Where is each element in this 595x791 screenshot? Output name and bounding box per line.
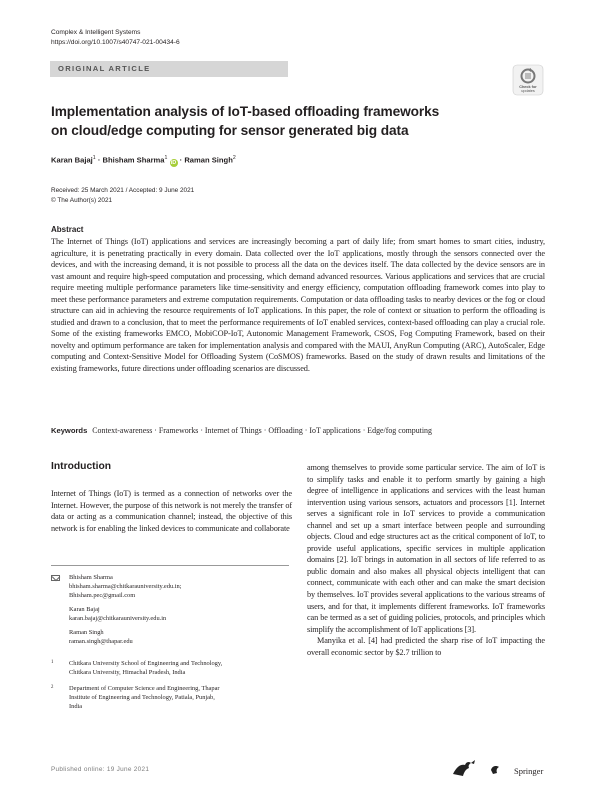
article-type-label: ORIGINAL ARTICLE: [58, 64, 151, 73]
corresponding-author: [69, 573, 182, 601]
coauthor-contact: [69, 605, 166, 623]
copyright: © The Author(s) 2021: [51, 196, 113, 204]
abstract-heading: Abstract: [51, 225, 84, 234]
springer-logo: [451, 756, 496, 778]
article-dates: [51, 186, 194, 205]
author-name: Karan Bajaj: [69, 606, 100, 613]
springer-horse-icon: [451, 756, 513, 778]
affiliation: [69, 659, 222, 677]
check-updates-line1: Check for: [519, 85, 537, 89]
publisher-name: Springer: [514, 766, 544, 776]
affiliation-line: Department of Computer Science and Engineering, Thapar: [69, 685, 220, 692]
author-name[interactable]: Raman Singh: [184, 155, 233, 165]
author-affil-sup: 2: [232, 155, 236, 161]
author-list: [51, 155, 236, 167]
email-link[interactable]: bhisham.sharma@chitkarauniversity.edu.in;: [69, 583, 182, 591]
journal-header: [51, 28, 180, 48]
affiliation-line: India: [69, 703, 83, 711]
received-accepted: Received: 25 March 2021 / Accepted: 9 June 2021: [51, 187, 195, 194]
abstract-text: The Internet of Things (IoT) applications and services are increasingly becoming a part of daily life; from smart homes to smart cities, industry, agriculture, it is penetrating practically in every domain. Data collected over the IoT applications, mostly through the sensors connected over the devices, and with the increasing demand, it is not possible to process all the data on the devices itself. The data collected by the device sensors are in vast amount and require high-speed computation and processing, which demand advanced resources. Various applications and services that are crucial require meeting multiple performance parameters like time-sensitivity and energy efficiency, computation offloading framework comes into play to meet these performance parameters and extreme computation requirements. Computation or data offloading tasks to nearby devices or the fog or cloud structure can aid in achieving the resource requirements of IoT applications. In this paper, the role of context or situation to perform the offloading is studied and drawn to a conclusion, that to meet the performance requirements of IoT enabled services, context-based offloading can play a crucial role. Some of the existing frameworks EMCO, MobiCOP-IoT, Autonomic Management Framework, CSOS, Fog Computing Framework, based on their novelty and optimum performance are taken for implementation analysis and compared with the MAUI, AnyRun Computing (ARC), AutoScaler, Edge computing and Context-Sensitive Model for Offloading System (CoSMOS) frameworks. Based on the study of drawn results and limitations of the existing frameworks, future directions under offloading scenarios are discussed.: [51, 237, 545, 374]
footnote-divider: [51, 565, 289, 566]
author-affil-sup: 1: [164, 155, 168, 161]
affiliation-number: 2: [51, 685, 54, 690]
orcid-icon[interactable]: iD: [170, 159, 177, 166]
coauthor-contact: [69, 628, 133, 646]
author-name: Bhisham Sharma: [69, 574, 113, 581]
title-line-2: on cloud/edge computing for sensor generated big data: [51, 122, 409, 138]
check-updates-line2: updates: [521, 89, 535, 93]
keywords-label: Keywords: [51, 426, 88, 435]
keywords: [51, 426, 432, 435]
intro-paragraph: Manyika et al. [4] had predicted the sharp rise of IoT impacting the overall economic sector by $2.7 trillion to: [307, 636, 545, 657]
title-line-1: Implementation analysis of IoT-based offloading frameworks: [51, 104, 440, 119]
affiliation-number: 1: [51, 660, 54, 665]
check-for-updates-badge[interactable]: [512, 64, 544, 96]
affiliation-line: Institute of Engineering and Technology, Patiala, Punjab,: [69, 694, 215, 702]
email-link[interactable]: raman.singh@thapar.edu: [69, 638, 133, 646]
article-type-banner: [50, 61, 288, 77]
author-name[interactable]: Karan Bajaj: [51, 155, 93, 165]
published-online: Published online: 19 June 2021: [51, 766, 150, 773]
author-separator: ·: [179, 155, 183, 165]
intro-column-2: [307, 462, 545, 658]
author-affil-sup: 1: [92, 155, 96, 161]
keywords-text: Context-awareness · Frameworks · Internet of Things · Offloading · IoT applications · Edge/fog computing: [92, 426, 432, 435]
affiliation-line: Chitkara University, Himachal Pradesh, India: [69, 669, 186, 677]
intro-paragraph: among themselves to provide some particular service. The aim of IoT is to simplify tasks and enable it to perform smartly by gaining a high degree of intelligence in applications and services with the least human intervention using various sensors, actuators and processors [1]. Internet serves a significant role in IoT services to provide a communication channel and set up a smart interface between people and surrounding objects. Cloud and edge structures act as the critical component of IoT, to provide useful applications, specific services in multiple application domains [2]. IoT brings in automation in all sectors of life referred to as public domain and also makes all physical objects intelligent that can connect, communicate with each other and can make the smart decision by themselves. IoT provides several applications to the various streams of users, and for that, it implements different frameworks. IoT frameworks can be termed as a set of guiding policies, protocols, and principles which simplify the accomplishment of IoT applications [3].: [307, 463, 545, 634]
envelope-icon: [51, 575, 60, 581]
author-name: Raman Singh: [69, 629, 104, 636]
affiliation-line: Chitkara University School of Engineering and Technology,: [69, 660, 223, 667]
intro-paragraph-col1: Internet of Things (IoT) is termed as a connection of networks over the Internet. However, the purpose of this network is not merely the transfer of data or acting as a communication channel; instead, the objective of this network is for enabling the linked devices to communicate and collaborate: [51, 489, 292, 533]
introduction-heading: Introduction: [51, 461, 112, 472]
email-link[interactable]: karan.bajaj@chitkarauniversity.edu.in: [69, 615, 167, 623]
article-title: [51, 103, 521, 140]
affiliation: [69, 684, 220, 712]
author-name[interactable]: Bhisham Sharma: [102, 155, 165, 165]
doi-link[interactable]: https://doi.org/10.1007/s40747-021-00434-6: [51, 39, 180, 46]
check-updates-icon: [512, 64, 544, 96]
email-link[interactable]: Bhisham.pec@gmail.com: [69, 592, 136, 600]
author-separator: ·: [97, 155, 101, 165]
journal-name: Complex & Intelligent Systems: [51, 29, 141, 36]
